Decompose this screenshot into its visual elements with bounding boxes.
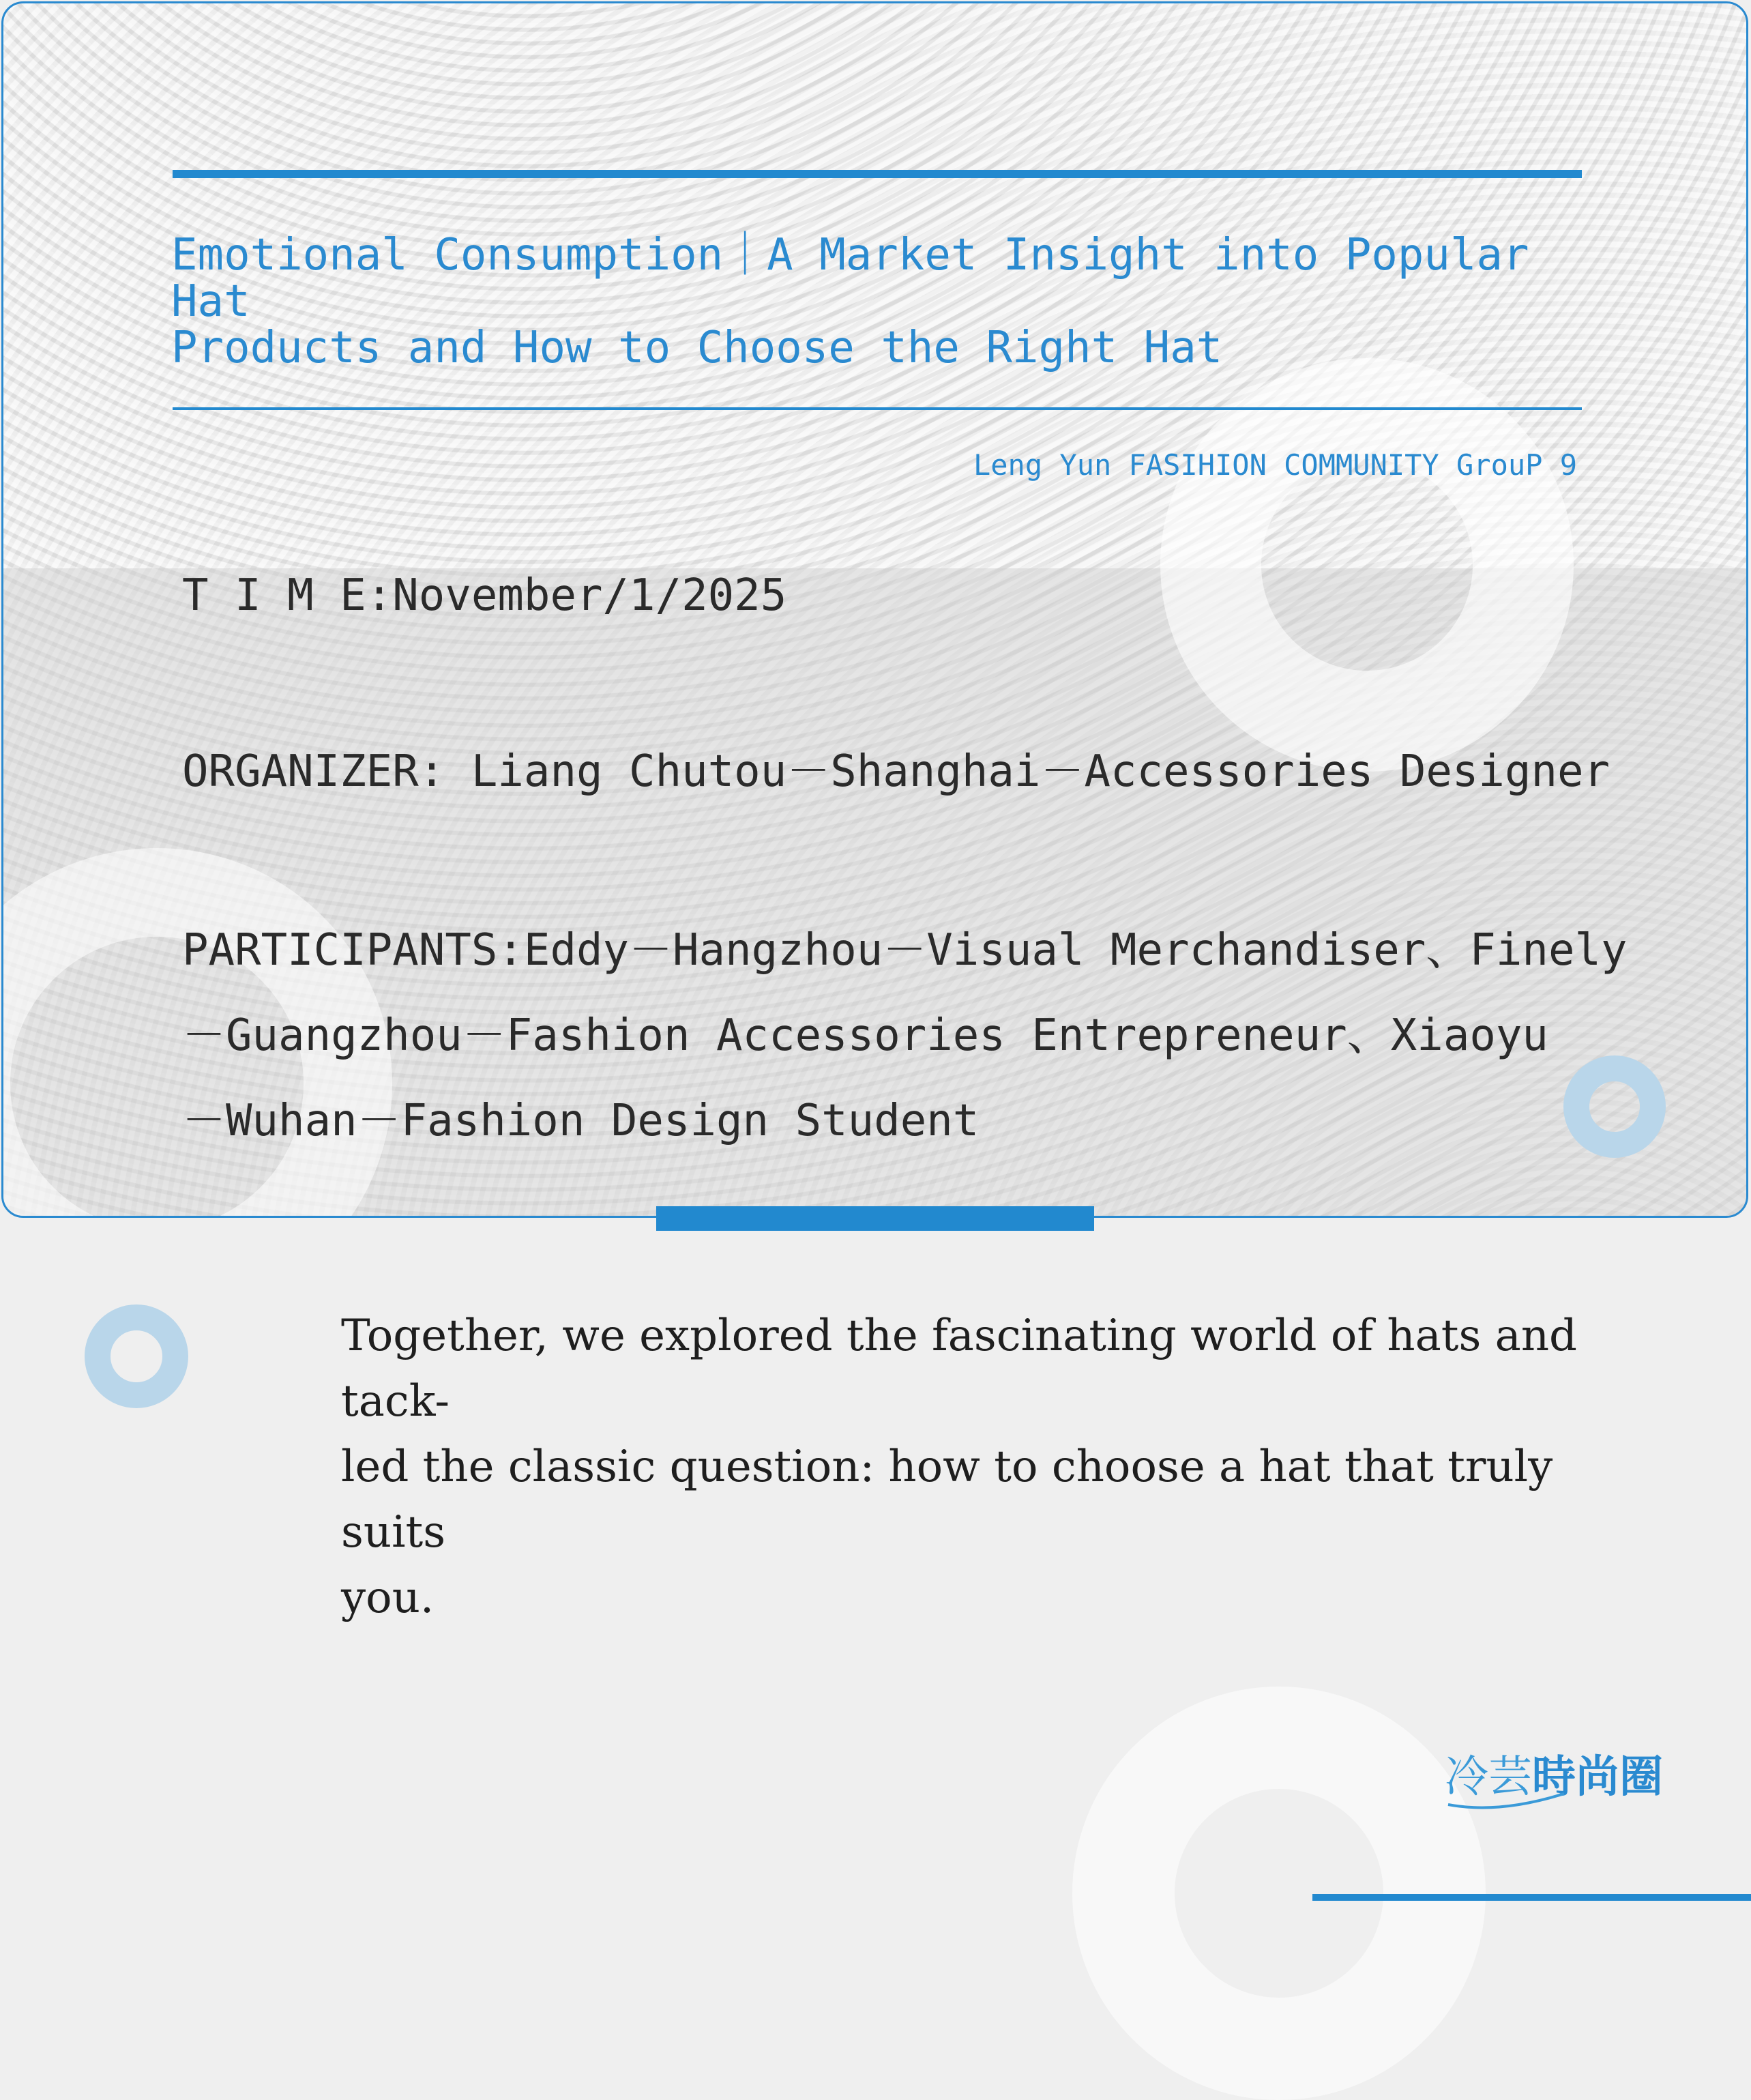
- decorative-ring-blue-right: [1563, 1055, 1666, 1158]
- brand-logo: [1445, 1750, 1663, 1805]
- logo-bold-text: 時尚圈: [1532, 1752, 1663, 1803]
- decorative-ring-bottom: [1072, 1687, 1486, 2100]
- card-bottom-tab: [656, 1206, 1094, 1231]
- top-thick-rule: [173, 170, 1582, 178]
- header-card: [1, 1, 1748, 1218]
- paragraph-line-3: you.: [341, 1573, 435, 1623]
- time-line: T I M E:November/1/2025: [182, 570, 787, 621]
- decorative-ring-blue-left: [85, 1304, 188, 1408]
- bottom-right-rule: [1312, 1894, 1751, 1901]
- paragraph-line-1: Together, we explored the fascinating world of hats and tack-: [341, 1311, 1577, 1427]
- logo-light-text: 冷芸: [1445, 1752, 1532, 1803]
- organizer-line: ORGANIZER: Liang Chutou－Shanghai－Accessories Designer: [182, 746, 1610, 797]
- participants-line-3: －Wuhan－Fashion Design Student: [182, 1096, 980, 1146]
- decorative-ring-top-right: [1160, 358, 1574, 772]
- intro-paragraph: [341, 1303, 1583, 1631]
- participants-line-1: PARTICIPANTS:Eddy－Hangzhou－Visual Merchandiser、Finely: [182, 925, 1628, 976]
- title-underline-rule: [173, 407, 1582, 410]
- participants-line-2: －Guangzhou－Fashion Accessories Entrepreneur、Xiaoyu: [182, 1010, 1548, 1061]
- community-label: Leng Yun FASIHION COMMUNITY GrouP 9: [973, 448, 1577, 482]
- paragraph-line-2: led the classic question: how to choose a hat that truly suits: [341, 1442, 1553, 1558]
- logo-swoosh-icon: [1445, 1792, 1568, 1813]
- page-title: Emotional Consumption｜A Market Insight into Popular Hat Products and How to Choose the Right Hat: [171, 230, 1529, 373]
